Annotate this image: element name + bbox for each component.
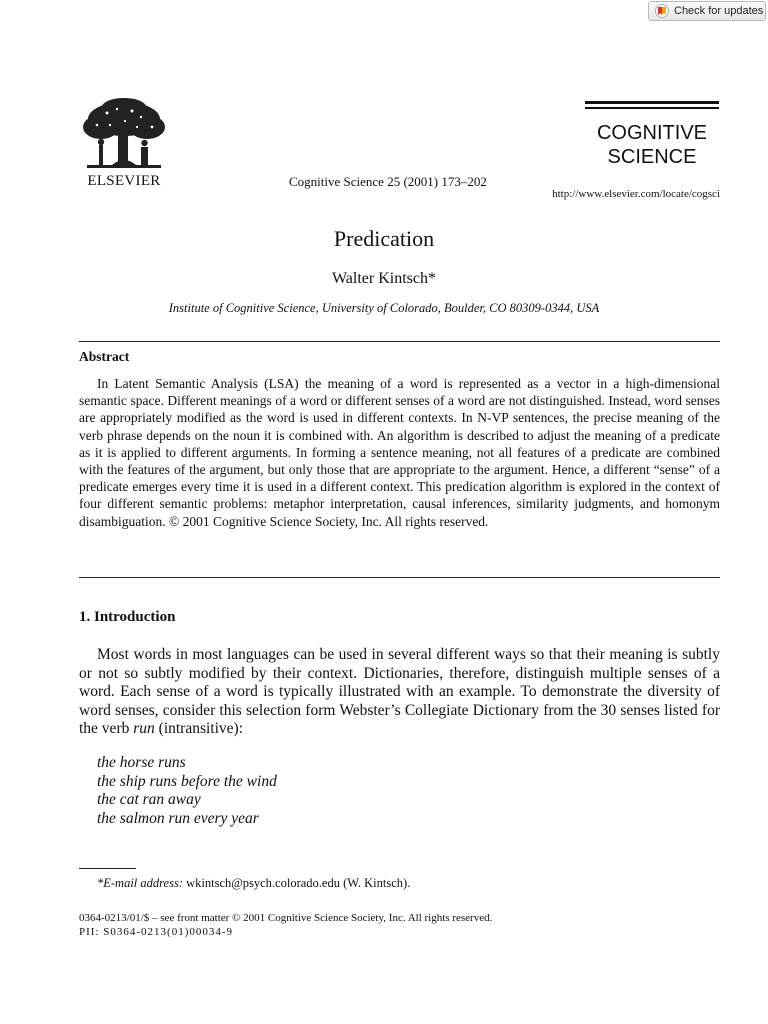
author-name: Walter Kintsch* (331, 270, 436, 287)
publisher-name: ELSEVIER (87, 173, 161, 189)
copyright-line: 0364-0213/01/$ – see front matter © 2001 Cognitive Science Society, Inc. All rights reserved. (79, 912, 493, 924)
author-affiliation: Institute of Cognitive Science, University of Colorado, Boulder, CO 80309-0344, USA (168, 301, 600, 315)
example-list (97, 754, 277, 828)
introduction-paragraph (79, 646, 720, 739)
footnote-label: *E-mail address: (97, 876, 183, 890)
journal-logo-rule (585, 101, 719, 104)
abstract-bottom-rule (79, 577, 720, 578)
example-item: the ship runs before the wind (97, 772, 277, 790)
check-for-updates-button[interactable] (648, 1, 766, 21)
intro-text-after: (intransitive): (154, 720, 244, 738)
section-heading-introduction: 1. Introduction (79, 609, 176, 625)
footnote-value: wkintsch@psych.colorado.edu (W. Kintsch). (186, 876, 411, 890)
crossmark-icon (655, 4, 669, 18)
front-matter (79, 911, 492, 939)
footnote-rule (79, 868, 136, 869)
footnote-email (97, 876, 410, 891)
journal-name-logo (585, 121, 719, 169)
intro-text-before: Most words in most languages can be used in several different ways so that their meaning is subtly or not so subtly modified by their context. Dictionaries, therefore, distinguish multiple senses of a word. Each sense of a word is typically illustrated with an example. To demonstrate the diversity of word senses, consider this selection form Webster’s Collegiate Dictionary from the 30 senses listed for the verb (79, 646, 720, 738)
check-for-updates-label: Check for updates (674, 5, 764, 17)
journal-name-line1: COGNITIVE (596, 122, 707, 144)
journal-url: http://www.elsevier.com/locate/cogsci (552, 188, 720, 200)
abstract-heading: Abstract (79, 349, 130, 364)
abstract-top-rule (79, 341, 720, 342)
paper-title: Predication (333, 226, 435, 251)
abstract-text: In Latent Semantic Analysis (LSA) the meaning of a word is represented as a vector in a high-dimensional semantic space. Different meanings of a word or different senses of a word are not distinguished. Instead, word senses are appropriately modified as the word is used in different contexts. In N-VP sentences, the precise meaning of the verb phrase depends on the noun it is combined with. An algorithm is described to adjust the meaning of a predicate as it is applied to different arguments. In forming a sentence meaning, not all features of a predicate are combined with the features of the argument, but only those that are appropriate to the argument. Hence, a different “sense” of a predicate emerges every time it is used in a different context. This predication algorithm is explored in the context of four different semantic problems: metaphor interpretation, causal inferences, similarity judgments, and homonym disambiguation. © 2001 Cognitive Science Society, Inc. All rights reserved. (79, 376, 720, 529)
pii-line: PII: S0364-0213(01)00034-9 (79, 926, 234, 938)
example-item: the salmon run every year (97, 809, 259, 827)
example-item: the horse runs (97, 754, 186, 771)
journal-citation: Cognitive Science 25 (2001) 173–202 (289, 174, 487, 189)
intro-italic-verb: run (133, 720, 155, 738)
journal-logo-rule (585, 107, 719, 109)
example-item: the cat ran away (97, 791, 201, 809)
journal-name-line2: SCIENCE (607, 146, 697, 168)
